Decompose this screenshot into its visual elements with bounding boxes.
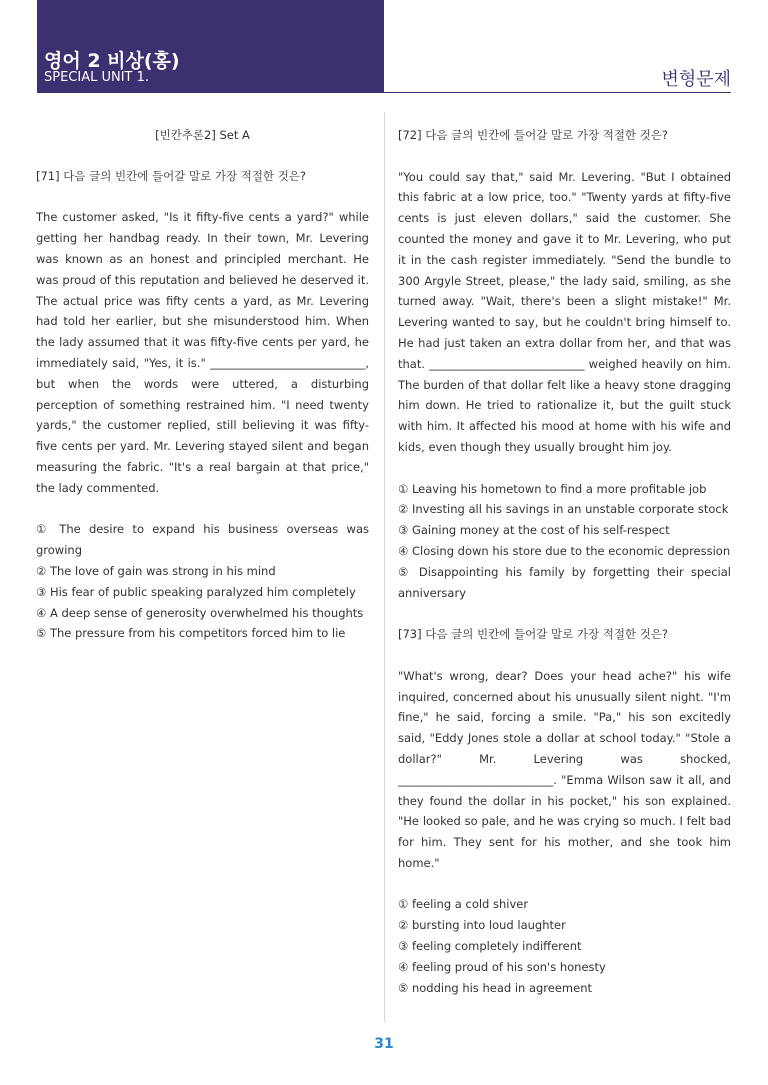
option: ② bursting into loud laughter (398, 918, 566, 933)
question-71-heading: [71] 다음 글의 빈칸에 들어갈 말로 가장 적절한 것은? (36, 168, 307, 183)
option: ⑤ nodding his head in agreement (398, 980, 593, 995)
question-72-options (398, 479, 731, 604)
option: ④ feeling proud of his son's honesty (398, 959, 606, 974)
book-title: 영어 2 비상(홍) (44, 50, 180, 72)
right-column (398, 125, 731, 998)
column-divider (384, 112, 385, 1022)
option: ⑤ The pressure from his competitors forced him to lie (36, 626, 346, 641)
header-rule (37, 92, 731, 93)
option: ② Investing all his savings in an unstable corporate stock (398, 502, 729, 517)
unit-subtitle: SPECIAL UNIT 1. (44, 70, 150, 85)
question-71-passage: The customer asked, "Is it fifty-five cents a yard?" while getting her handbag ready. In their town, Mr. Levering was known as an honest and principled merchant. He was proud of this reputation and believed he deserved it. The actual price was fifty cents a yard, as Mr. Levering had told her earlier, but she misunderstood him. When the lady assumed that it was fifty-five cents per yard, he immediately said, "Yes, it is." ___________________________, but when the words were uttered, a disturbing perception of something restrained him. "I need twenty yards," the customer replied, still believing it was fifty-five cents per yard. Mr. Levering stayed silent and began measuring the fabric. "It's a real bargain at that price," the lady commented. (36, 210, 369, 495)
option: ① Leaving his hometown to find a more profitable job (398, 481, 707, 496)
option: ③ Gaining money at the cost of his self-respect (398, 523, 670, 538)
option: ⑤ Disappointing his family by forgetting their special anniversary (398, 564, 731, 600)
question-73-options (398, 894, 731, 998)
option: ① The desire to expand his business overseas was growing (36, 522, 369, 558)
question-71-options (36, 519, 369, 644)
option: ③ His fear of public speaking paralyzed him completely (36, 584, 356, 599)
question-73-passage: "What's wrong, dear? Does your head ache?" his wife inquired, concerned about his unusually silent night. "I'm fine," he said, forcing a smile. "Pa," his son excitedly said, "Eddy Jones stole a dollar at school today." "Stole a dollar?" Mr. Levering was shocked, ___________________________. "Emma Wilson saw it all, and they found the dollar in his pocket," his son explained. "He looked so pale, and he was crying so much. I felt bad for him. They sent for his mother, and she took him home." (398, 668, 731, 870)
left-column (36, 125, 369, 644)
question-72-passage: "You could say that," said Mr. Levering. "But I obtained this fabric at a low price, too." "Twenty yards at fifty-five cents is just eleven dollars," said the customer. She counted the money and gave it to Mr. Levering, who put it in the cash register immediately. "Send the bundle to 300 Argyle Street, please," the lady said, smiling, as she turned away. "Wait, there's been a slight mistake!" Mr. Levering wanted to say, but he couldn't bring himself to. He had just taken an extra dollar from her, and that was that. ___________________________ weighed heavily on him. The burden of that dollar felt like a heavy stone dragging him down. He tried to rationalize it, but the guilt stuck with him. It affected his mood at home with his wife and kids, even though they usually brought him joy. (398, 169, 731, 454)
section-label: 변형문제 (661, 69, 731, 90)
option: ① feeling a cold shiver (398, 897, 529, 912)
option: ② The love of gain was strong in his mind (36, 563, 276, 578)
option: ④ Closing down his store due to the economic depression (398, 543, 731, 558)
set-title: [빈칸추론2] Set A (155, 128, 250, 142)
option: ④ A deep sense of generosity overwhelmed his thoughts (36, 605, 364, 620)
question-73-heading: [73] 다음 글의 빈칸에 들어갈 말로 가장 적절한 것은? (398, 627, 669, 642)
page-number: 31 (374, 1036, 394, 1052)
option: ③ feeling completely indifferent (398, 939, 582, 954)
question-72-heading: [72] 다음 글의 빈칸에 들어갈 말로 가장 적절한 것은? (398, 128, 669, 142)
